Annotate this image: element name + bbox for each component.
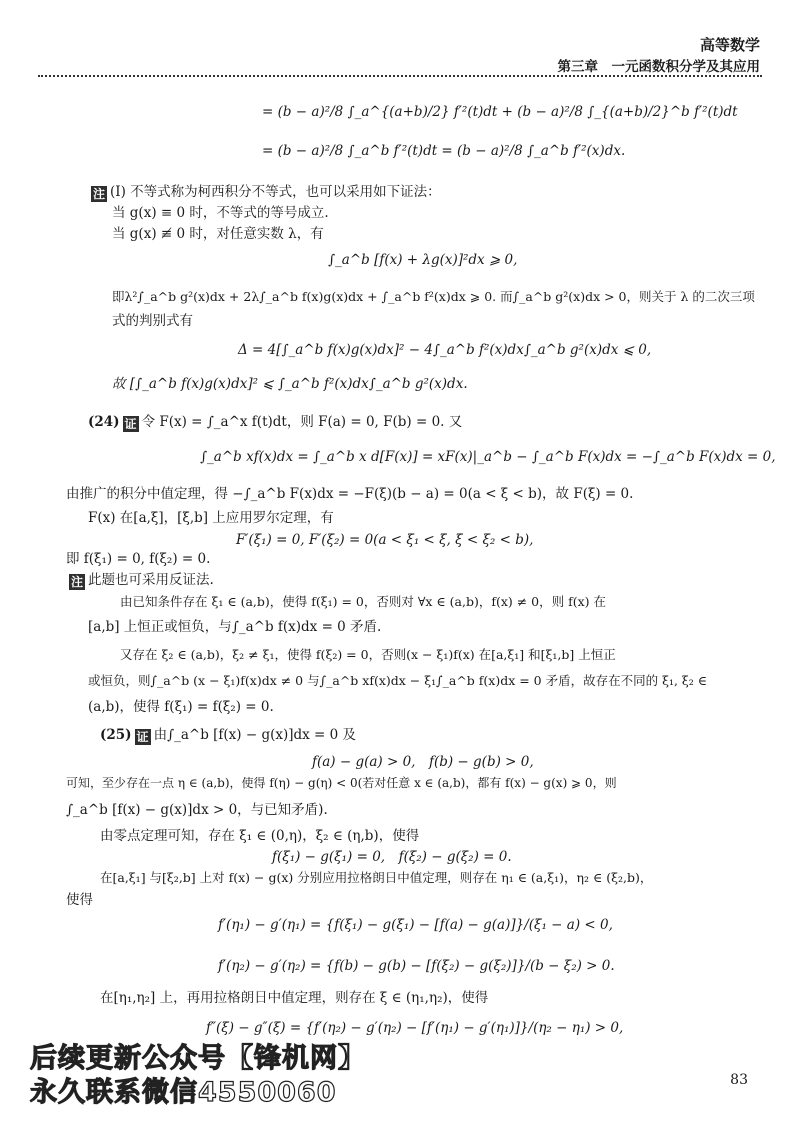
text-line: 由零点定理可知，存在 ξ₁ ∈ (0,η)，ξ₂ ∈ (η,b)，使得	[100, 828, 420, 844]
watermark-line-2: 永久联系微信4550060	[30, 1077, 337, 1108]
watermark-line-1: 后续更新公众号【锋机网】	[30, 1043, 366, 1074]
note-marker: 注	[92, 187, 105, 201]
text-line: 即λ²∫_a^b g²(x)dx + 2λ∫_a^b f(x)g(x)dx + ∫_a^b f²(x)dx ⩾ 0. 而∫_a^b g²(x)dx > 0，则关于 λ 的二次三项	[112, 289, 755, 304]
equation-line: = (b − a)²/8 ∫_a^b f′²(t)dt = (b − a)²/8 ∫_a^b f′²(x)dx.	[262, 143, 626, 159]
item-number: (24)	[88, 414, 120, 430]
header-divider	[38, 75, 762, 77]
chapter-title: 第三章 一元函数积分学及其应用	[557, 59, 760, 75]
text-line: 又存在 ξ₂ ∈ (a,b)，ξ₂ ≠ ξ₁，使得 f(ξ₂) = 0，否则(x − ξ₁)f(x) 在[a,ξ₁] 和[ξ₁,b] 上恒正	[120, 647, 616, 662]
text-line: 可知，至少存在一点 η ∈ (a,b)，使得 f(η) − g(η) < 0(若对任意 x ∈ (a,b)，都有 f(x) − g(x) ⩾ 0，则	[66, 776, 617, 790]
proof-marker: 证	[136, 730, 149, 744]
proof-text: 由∫_a^b [f(x) − g(x)]dx = 0 及	[153, 727, 357, 743]
text-line: 在[a,ξ₁] 与[ξ₂,b] 上对 f(x) − g(x) 分别应用拉格朗日中值定理，则存在 η₁ ∈ (a,ξ₁)，η₂ ∈ (ξ₂,b)，	[100, 870, 653, 885]
text-line: 由已知条件存在 ξ₁ ∈ (a,b)，使得 f(ξ₁) = 0，否则对 ∀x ∈ (a,b)，f(x) ≠ 0，则 f(x) 在	[120, 594, 606, 609]
text-line: 由推广的积分中值定理，得 −∫_a^b F(x)dx = −F(ξ)(b − a) = 0(a < ξ < b)，故 F(ξ) = 0.	[66, 486, 634, 502]
equation-line: f(a) − g(a) > 0, f(b) − g(b) > 0,	[312, 754, 534, 770]
equation-line: f′(η₂) − g′(η₂) = {f(b) − g(b) − [f(ξ₂) − g(ξ₂)]}/(b − ξ₂) > 0.	[218, 958, 615, 974]
item-number: (25)	[100, 727, 132, 743]
equation-line: f″(ξ) − g″(ξ) = {f′(η₂) − g′(η₂) − [f′(η₁) − g′(η₁)]}/(η₂ − η₁) > 0,	[206, 1020, 624, 1036]
equation-line: F′(ξ₁) = 0, F′(ξ₂) = 0(a < ξ₁ < ξ, ξ < ξ₂ < b),	[236, 532, 534, 548]
note-text: (Ⅰ) 不等式称为柯西积分不等式，也可以采用如下证法：	[110, 184, 441, 200]
proof-text: 令 F(x) = ∫_a^x f(t)dt，则 F(a) = 0, F(b) = 0. 又	[141, 414, 463, 430]
text-line: F(x) 在[a,ξ]，[ξ,b] 上应用罗尔定理，有	[88, 510, 334, 526]
note-marker: 注	[70, 575, 83, 589]
text-line: ∫_a^b [f(x) − g(x)]dx > 0，与已知矛盾).	[66, 802, 328, 818]
equation-line: ∫_a^b [f(x) + λg(x)]²dx ⩾ 0,	[328, 252, 518, 268]
text-line: 使得	[66, 892, 93, 908]
proof-marker: 证	[124, 417, 137, 431]
text-line: 即 f(ξ₁) = 0, f(ξ₂) = 0.	[66, 551, 211, 567]
note-line	[88, 184, 441, 202]
proof-line	[88, 414, 462, 432]
equation-line: ∫_a^b xf(x)dx = ∫_a^b x d[F(x)] = xF(x)|_a^b − ∫_a^b F(x)dx = −∫_a^b F(x)dx = 0,	[200, 449, 776, 465]
proof-line	[100, 727, 356, 745]
equation-line: 故 [∫_a^b f(x)g(x)dx]² ⩽ ∫_a^b f²(x)dx∫_a^b g²(x)dx.	[112, 376, 468, 392]
text-line: 或恒负，则∫_a^b (x − ξ₁)f(x)dx ≠ 0 与∫_a^b xf(x)dx − ξ₁∫_a^b f(x)dx = 0 矛盾，故存在不同的 ξ₁, ξ₂ ∈	[88, 673, 708, 688]
book-title: 高等数学	[699, 36, 760, 54]
equation-line: Δ = 4[∫_a^b f(x)g(x)dx]² − 4∫_a^b f²(x)dx∫_a^b g²(x)dx ⩽ 0,	[238, 342, 652, 358]
text-line: 当 g(x) ≢ 0 时，对任意实数 λ，有	[112, 226, 324, 242]
equation-line: = (b − a)²/8 ∫_a^{(a+b)/2} f′²(t)dt + (b − a)²/8 ∫_{(a+b)/2}^b f′²(t)dt	[262, 104, 738, 120]
text-line: 当 g(x) ≡ 0 时，不等式的等号成立.	[112, 205, 329, 221]
equation-line: f′(η₁) − g′(η₁) = {f(ξ₁) − g(ξ₁) − [f(a) − g(a)]}/(ξ₁ − a) < 0,	[218, 917, 613, 933]
page-number: 83	[730, 1072, 748, 1088]
equation-line: f(ξ₁) − g(ξ₁) = 0, f(ξ₂) − g(ξ₂) = 0.	[272, 849, 512, 865]
text-line: 在[η₁,η₂] 上，再用拉格朗日中值定理，则存在 ξ ∈ (η₁,η₂)，使得	[100, 990, 489, 1006]
note-text: 此题也可采用反证法.	[88, 572, 214, 588]
text-line: [a,b] 上恒正或恒负，与∫_a^b f(x)dx = 0 矛盾.	[88, 619, 382, 635]
text-line: (a,b)，使得 f(ξ₁) = f(ξ₂) = 0.	[88, 699, 274, 715]
note-line	[66, 572, 214, 590]
text-line: 式的判别式有	[112, 313, 193, 329]
